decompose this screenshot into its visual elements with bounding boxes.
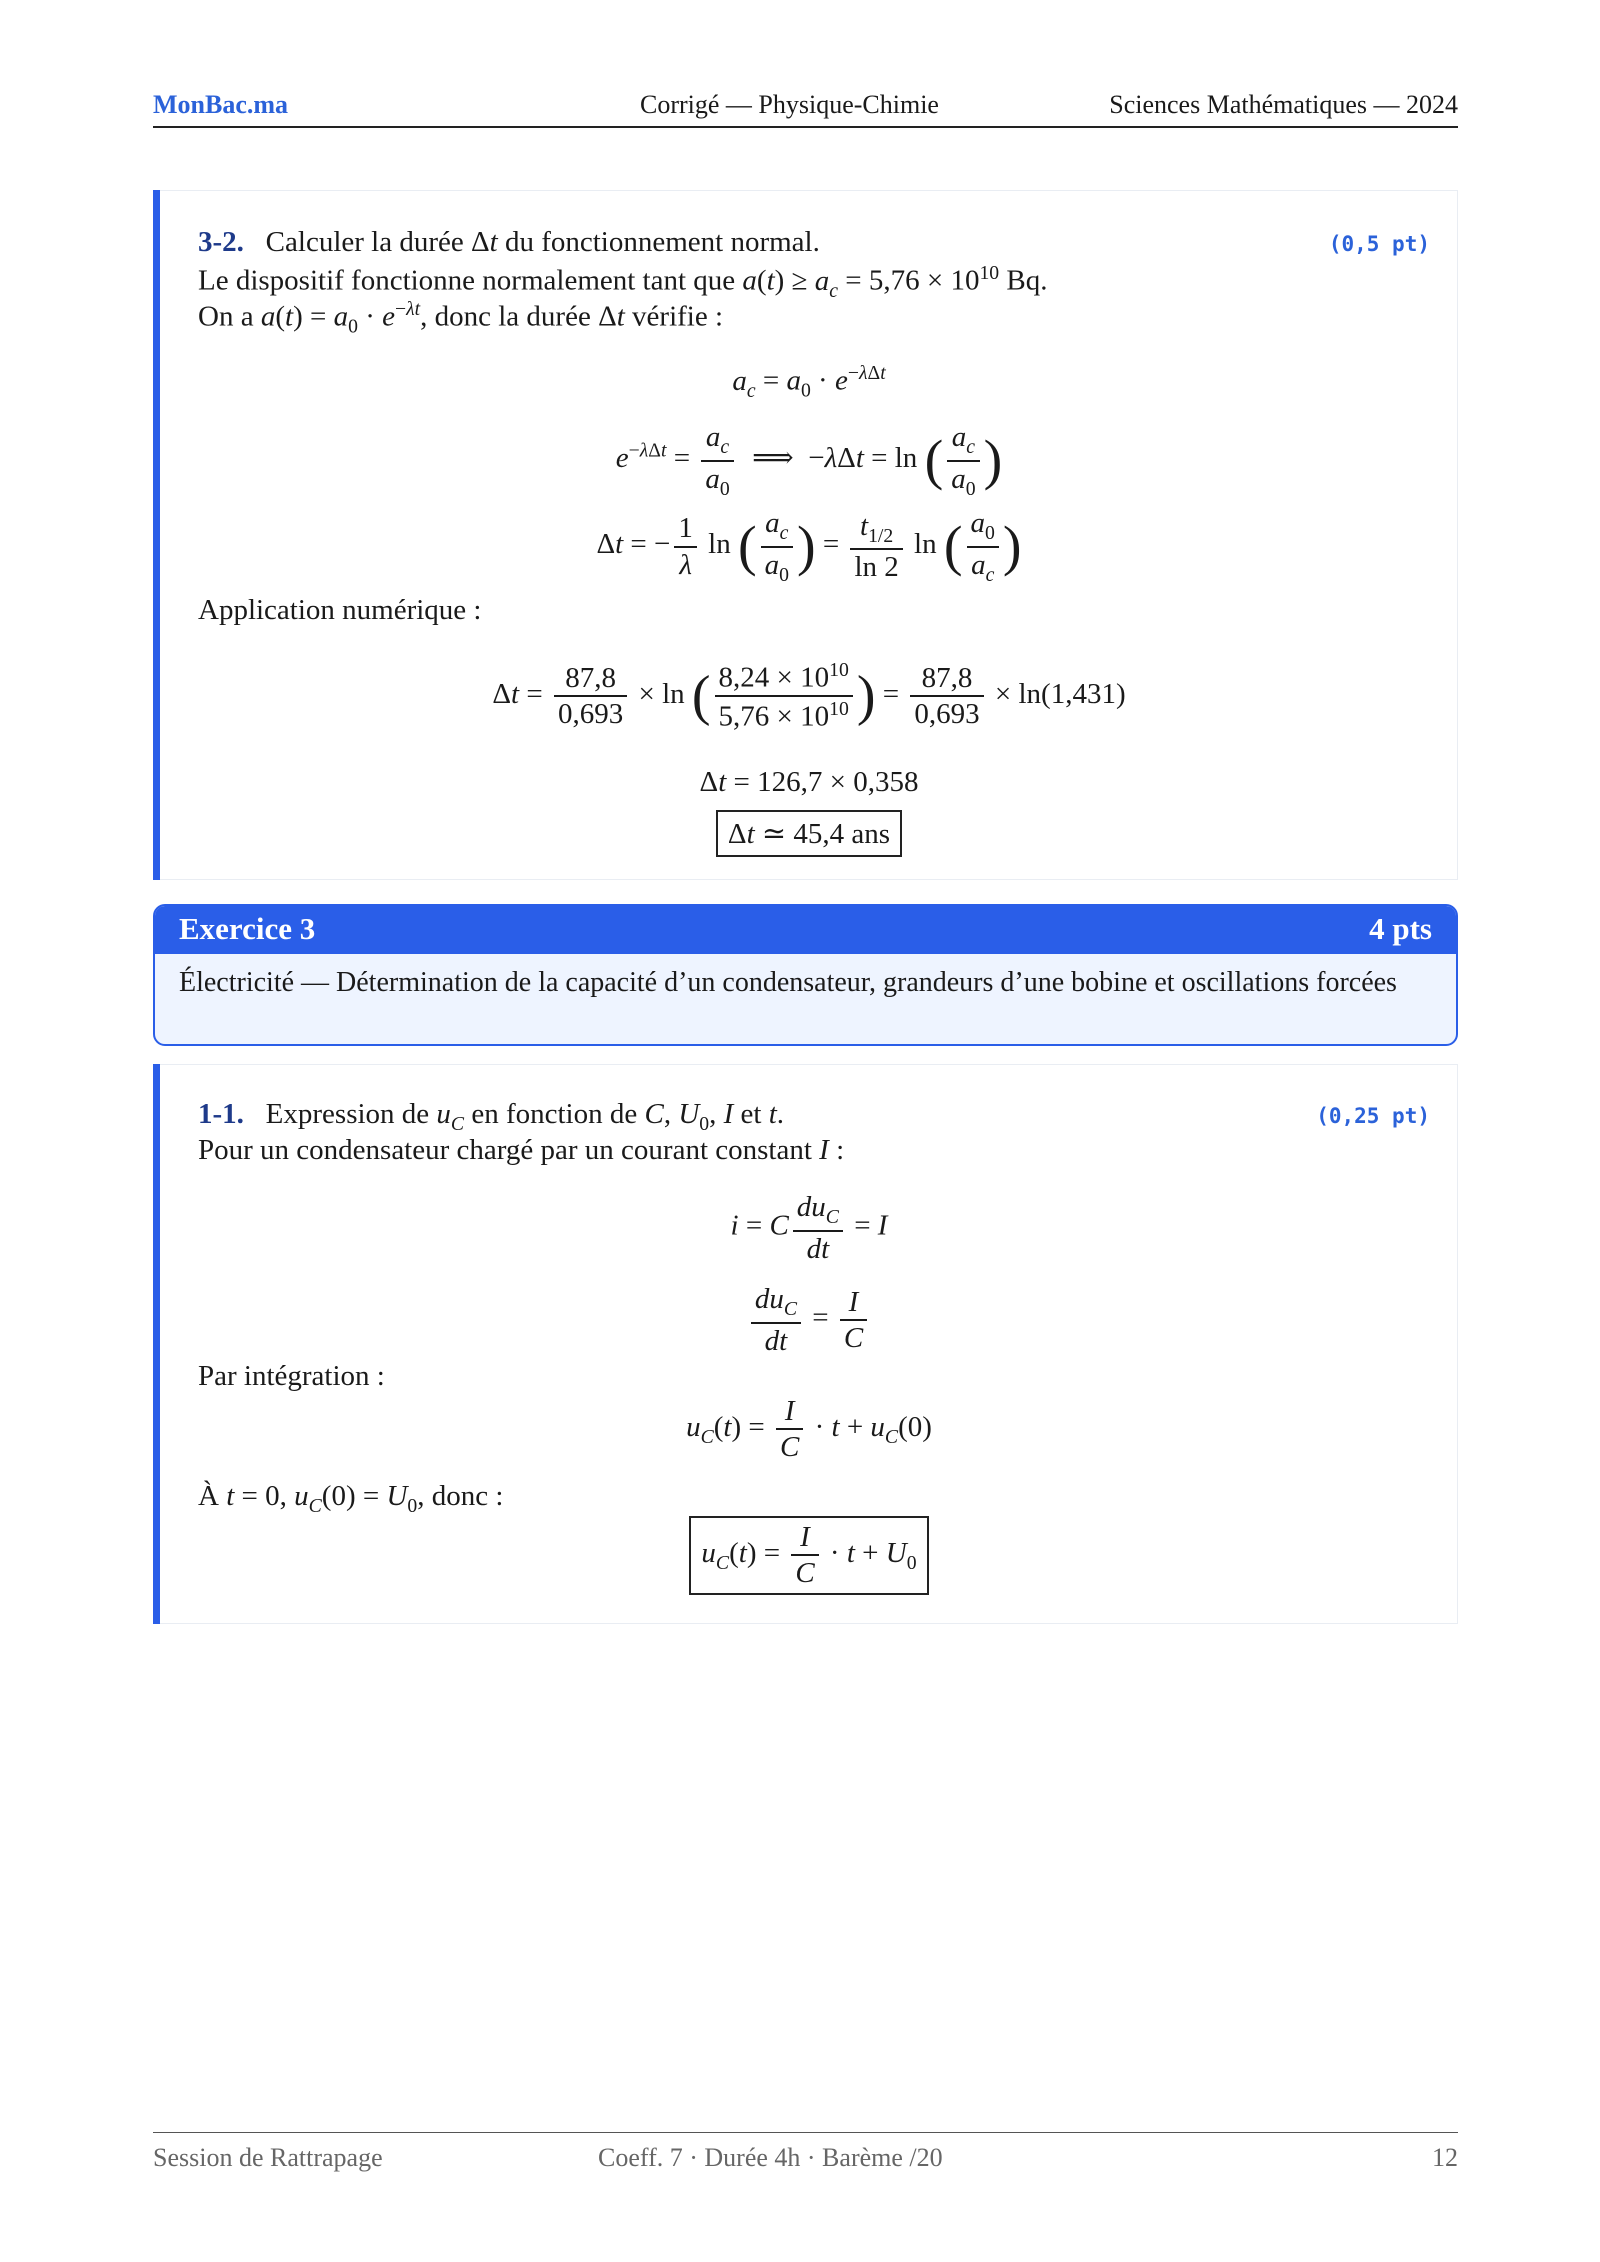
footer-details: Coeff. 7 · Durée 4h · Barème /20 (598, 2143, 943, 2172)
equation-derivative: $\frac{du_C}{dt}$ = $\frac{I}{C}$ (160, 1284, 1458, 1356)
condition-line: Le dispositif fonctionne normalement tant que $a(t) \ge a_c = 5,76 \times 10^{10}$ Bq. (198, 262, 1048, 302)
question-1-1-box (153, 1064, 1458, 1624)
question-title: Expression de $u_C$ en fonction de C, $U_0$, I et t. (265, 1098, 785, 1135)
final-expression: $u_C(t)$ = $\frac{I}{C}$ · $t + U_0$ (160, 1516, 1458, 1595)
equation-product: Δt = 126,7 × 0,358 (699, 766, 919, 798)
equation-current: i = C $\frac{du_C}{dt}$ = I (730, 1191, 888, 1265)
page-header (153, 90, 1458, 128)
equation-integrated: $u_C(t)$ = $\frac{I}{C}$ · $t + u_C(0)$ (686, 1395, 932, 1464)
question-points: (0,25 pt) (1316, 1104, 1430, 1128)
page-footer (153, 2132, 1458, 2173)
exercise-title: Exercice 3 (179, 911, 316, 946)
exercise-description: Électricité — Détermination de la capacité d’un condensateur, grandeurs d’une bobine et oscillations forcées (179, 967, 1397, 998)
capacitor-intro: Pour un condensateur chargé par un courant constant I : (198, 1134, 845, 1166)
equation-exponential: $e^{-\lambda\Delta t}$ = $\frac{a_c}{a_0}$ ⟹ −λΔt = ln ( $\frac{a_c}{a_0}$ ) (615, 421, 1003, 500)
final-result: Δt ≃ 45,4 ans (160, 810, 1458, 857)
question-title: Calculer la durée Δt du fonctionnement normal. (265, 226, 820, 258)
header-series: Sciences Mathématiques — 2024 (1109, 90, 1458, 119)
question-1-1-heading (198, 1098, 784, 1136)
question-3-2-box (153, 190, 1458, 880)
footer-session: Session de Rattrapage (153, 2143, 383, 2172)
equation-ac: $a_c = a_0 \cdot e^{-\lambda\Delta t}$ (732, 362, 886, 402)
application-label: Application numérique : (198, 594, 482, 626)
question-3-2-heading (198, 226, 820, 259)
equation-numeric: Δt = $\frac{87,8}{0,693}$ × ln ( $\frac{8,24 \times 10^{10}}{5,76 \times 10^{10}}$ ) = $\frac{87,8}{0,693}$ × ln(1,431) (492, 659, 1126, 733)
exercise-3-header (153, 904, 1458, 1046)
exercise-bar (155, 906, 1456, 954)
page-number: 12 (1432, 2143, 1458, 2172)
equation-delta-t: Δt = − $\frac{1}{\lambda}$ ln ( $\frac{a_c}{a_0}$ ) = $\frac{t_{1/2}}{\ln 2}$ ln ( $\frac{a_0}{a_c}$ ) (596, 507, 1022, 586)
question-number: 3-2. (198, 226, 244, 258)
definition-line: On a $a(t) = a_0 \cdot e^{-\lambda t}$, donc la durée Δt vérifie : (198, 298, 724, 338)
integration-label: Par intégration : (198, 1360, 385, 1392)
initial-condition: À t = 0, $u_C(0) = U_0$, donc : (198, 1480, 504, 1517)
header-subject: Corrigé — Physique-Chimie (640, 90, 939, 119)
question-points: (0,5 pt) (1328, 232, 1430, 256)
exercise-score: 4 pts (1369, 911, 1432, 946)
brand-logo-text[interactable]: MonBac.ma (153, 90, 289, 119)
question-number: 1-1. (198, 1098, 244, 1130)
